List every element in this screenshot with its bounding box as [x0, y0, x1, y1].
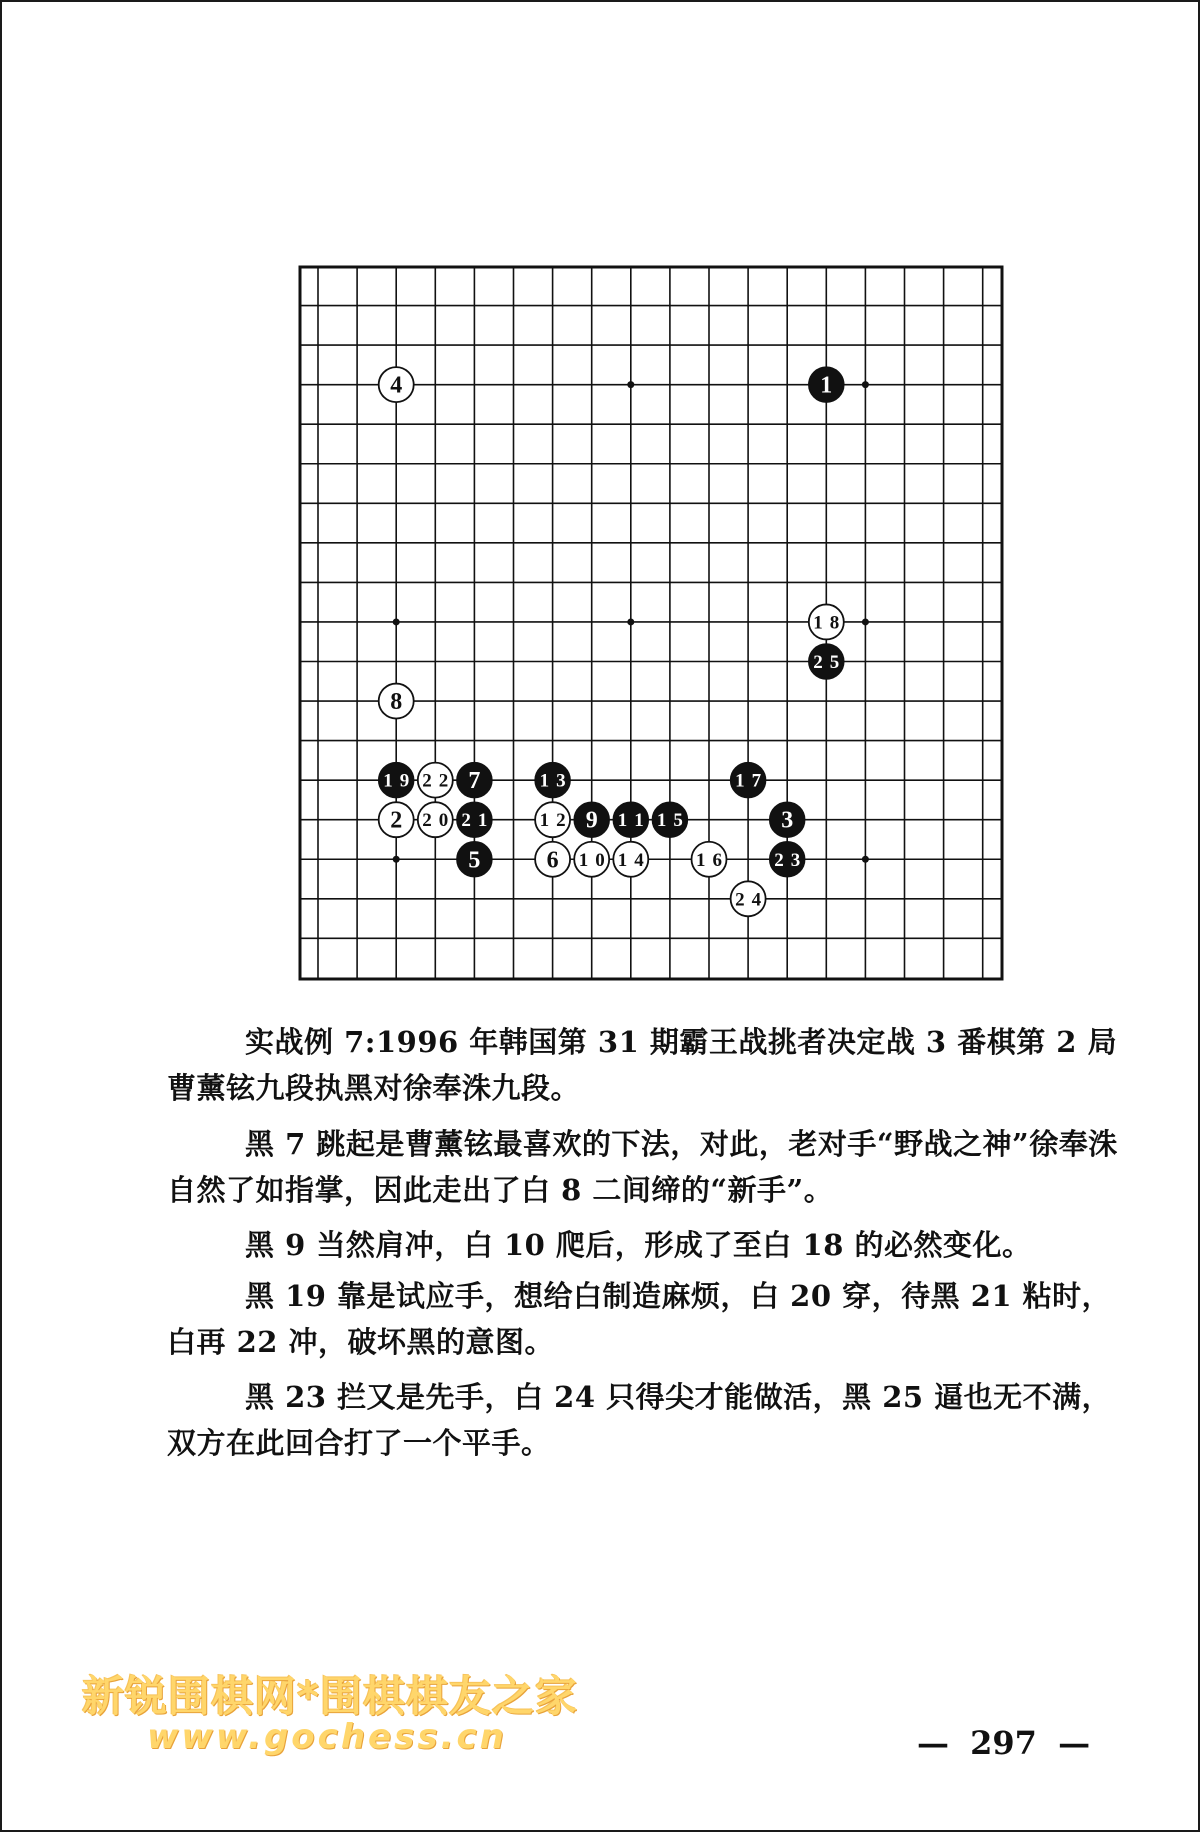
move-number: 15	[656, 810, 683, 832]
move-number: 10	[578, 849, 605, 871]
black-stone-11	[613, 802, 648, 837]
move-number: 23	[774, 849, 801, 871]
page-number: — 297 —	[917, 1724, 1091, 1762]
go-board-diagram	[2, 2, 1200, 1002]
black-stone-21	[457, 802, 492, 837]
move-number: 19	[383, 770, 410, 792]
star-point	[627, 381, 634, 388]
move-number: 17	[735, 770, 762, 792]
move-number: 9	[585, 807, 598, 834]
black-stone-7	[457, 763, 492, 798]
star-point	[862, 856, 869, 863]
white-stone-4	[379, 367, 414, 402]
white-stone-20	[418, 802, 453, 837]
black-stone-1	[809, 367, 844, 402]
black-stone-15	[652, 802, 687, 837]
move-number: 21	[461, 810, 488, 832]
move-number: 13	[539, 770, 566, 792]
white-stone-16	[692, 842, 727, 877]
commentary-paragraph-4: 黑 19 靠是试应手，想给白制造麻烦，白 20 穿，待黑 21 粘时，白再 22 冲，破坏黑的意图。	[167, 1279, 1112, 1359]
white-stone-8	[379, 684, 414, 719]
white-stone-14	[613, 842, 648, 877]
black-stone-5	[457, 842, 492, 877]
black-stone-17	[731, 763, 766, 798]
black-stone-25	[809, 644, 844, 679]
move-number: 20	[422, 810, 449, 832]
move-number: 5	[468, 847, 481, 874]
star-point	[862, 618, 869, 625]
white-stone-6	[535, 842, 570, 877]
move-number: 3	[781, 807, 794, 834]
move-number: 8	[390, 689, 403, 716]
black-stone-3	[770, 802, 805, 837]
white-stone-18	[809, 604, 844, 639]
commentary-paragraph-3: 黑 9 当然肩冲，白 10 爬后，形成了至白 18 的必然变化。	[245, 1228, 1032, 1262]
white-stone-24	[731, 881, 766, 916]
star-point	[393, 618, 400, 625]
watermark-url: www.gochess.cn	[147, 1717, 507, 1757]
white-stone-12	[535, 802, 570, 837]
move-number: 6	[546, 847, 559, 874]
move-number: 7	[468, 768, 481, 795]
watermark-site-name: 新锐围棋网*围棋棋友之家	[82, 1672, 578, 1721]
commentary-paragraph-2: 黑 7 跳起是曹薰铉最喜欢的下法，对此，老对手“野战之神”徐奉洙自然了如指掌，因此走出了白 8 二间缔的“新手”。	[167, 1127, 1118, 1207]
star-point	[393, 856, 400, 863]
black-stone-9	[574, 802, 609, 837]
white-stone-22	[418, 763, 453, 798]
move-number: 25	[813, 652, 840, 673]
move-number: 11	[617, 810, 644, 832]
star-point	[627, 618, 634, 625]
star-point	[862, 381, 869, 388]
black-stone-13	[535, 763, 570, 798]
move-number: 1	[820, 372, 833, 399]
move-number: 14	[617, 849, 644, 871]
move-number: 18	[813, 612, 840, 634]
move-number: 16	[696, 849, 722, 871]
white-stone-10	[574, 842, 609, 877]
stones	[379, 367, 844, 916]
black-stone-23	[770, 842, 805, 877]
move-number: 12	[539, 810, 566, 832]
black-stone-19	[379, 763, 414, 798]
move-number: 4	[390, 372, 403, 399]
move-number: 22	[422, 770, 449, 792]
caption-paragraph-1: 实战例 7:1996 年韩国第 31 期霸王战挑者决定战 3 番棋第 2 局曹薰铉九段执黑对徐奉洙九段。	[167, 1025, 1118, 1105]
white-stone-2	[379, 802, 414, 837]
move-number: 2	[390, 807, 403, 834]
commentary-paragraph-5: 黑 23 拦又是先手，白 24 只得尖才能做活，黑 25 逼也无不满，双方在此回合打了一个平手。	[167, 1380, 1112, 1460]
move-number: 24	[735, 889, 762, 911]
